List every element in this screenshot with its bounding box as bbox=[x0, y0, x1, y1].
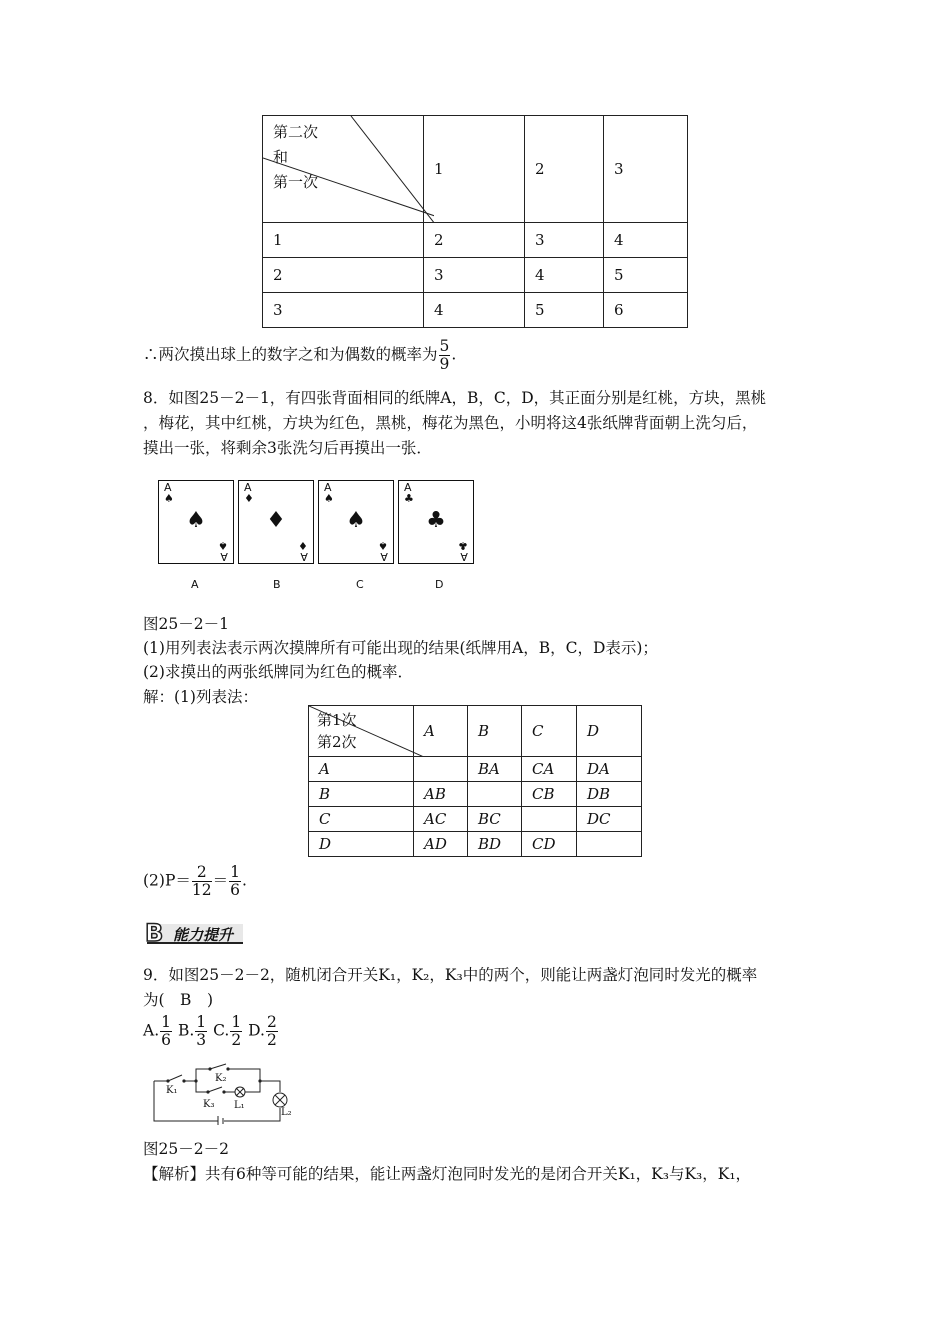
fraction-numerator: 5 bbox=[439, 337, 450, 355]
card-corner-top: A ♣ bbox=[404, 481, 414, 505]
row-header: D bbox=[309, 832, 414, 857]
lamp-l1-label: L₁ bbox=[234, 1100, 245, 1111]
table-cell: 2 bbox=[424, 223, 525, 258]
fraction bbox=[439, 338, 451, 373]
card-label: D bbox=[435, 578, 444, 591]
part2-answer: (2)P＝ $\frac{2}{12}$ ＝ $\frac{1}{6}$ . bbox=[143, 863, 247, 900]
corner-label-second: 第二次 bbox=[273, 123, 319, 141]
corner-label-first: 第一次 bbox=[273, 173, 319, 191]
fraction-denominator: 9 bbox=[439, 355, 450, 374]
table-cell: DB bbox=[577, 782, 642, 807]
table1-col-header: 3 bbox=[604, 116, 688, 223]
figure1-caption: 图25－2－1 bbox=[143, 615, 229, 633]
corner-label-first: 第1次 bbox=[317, 711, 357, 729]
fraction: $\frac{1}{6}$ bbox=[230, 863, 241, 900]
option-label: B. bbox=[177, 1021, 195, 1040]
row-header: B bbox=[309, 782, 414, 807]
table-cell: CD bbox=[522, 832, 577, 857]
table-cell: AC bbox=[414, 807, 468, 832]
question8-part1: (1)用列表法表示两次摸牌所有可能出现的结果(纸牌用A，B，C，D表示)； bbox=[143, 639, 658, 657]
table-row bbox=[309, 757, 642, 782]
fraction: $\frac{1}{2}$ bbox=[231, 1013, 242, 1050]
table1-col-header: 1 bbox=[424, 116, 525, 223]
table1-col-header: 2 bbox=[525, 116, 604, 223]
solution-label: 解：(1)列表法： bbox=[143, 688, 258, 706]
card-corner-bottom: A ♣ bbox=[458, 539, 468, 563]
table-cell: 4 bbox=[525, 258, 604, 293]
question8-part2: (2)求摸出的两张纸牌同为红色的概率． bbox=[143, 663, 413, 681]
table-cell: 5 bbox=[525, 293, 604, 328]
table-cell bbox=[468, 782, 522, 807]
table-cell: 3 bbox=[424, 258, 525, 293]
table-cell: DA bbox=[577, 757, 642, 782]
row-header: 2 bbox=[263, 258, 424, 293]
fraction: $\frac{2}{2}$ bbox=[266, 1013, 277, 1050]
option-label: C. bbox=[213, 1021, 230, 1040]
spade-icon: ♠ bbox=[346, 508, 366, 533]
playing-card-b bbox=[238, 480, 314, 564]
table-cell bbox=[577, 832, 642, 857]
option-label: A. bbox=[143, 1021, 160, 1040]
card-label: C bbox=[356, 578, 364, 591]
card-label: B bbox=[273, 578, 281, 591]
table-cell: BC bbox=[468, 807, 522, 832]
table-cell: CB bbox=[522, 782, 577, 807]
spade-icon: ♠ bbox=[164, 492, 174, 505]
card-corner-top: A ♠ bbox=[324, 481, 334, 505]
table-row bbox=[263, 223, 688, 258]
table-cell bbox=[414, 757, 468, 782]
table-cell: AD bbox=[414, 832, 468, 857]
playing-card-a bbox=[158, 480, 234, 564]
table-row bbox=[263, 258, 688, 293]
row-header: C bbox=[309, 807, 414, 832]
card-corner-top: A ♠ bbox=[164, 481, 174, 505]
conclusion-suffix: . bbox=[451, 345, 457, 364]
card-corner-bottom: A ♦ bbox=[298, 539, 308, 563]
row-header: 3 bbox=[263, 293, 424, 328]
answer-prefix: (2)P＝ bbox=[143, 871, 191, 890]
card-corner-bottom: A ♠ bbox=[218, 539, 228, 563]
spade-icon: ♠ bbox=[324, 492, 334, 505]
section-badge bbox=[143, 921, 247, 947]
question8-line3: 摸出一张，将剩余3张洗匀后再摸出一张． bbox=[143, 439, 432, 457]
diamond-icon: ♦ bbox=[266, 508, 286, 533]
figure2-caption: 图25－2－2 bbox=[143, 1140, 229, 1158]
table2-col-header: B bbox=[468, 706, 522, 757]
switch-k3-label: K₃ bbox=[203, 1099, 215, 1110]
option-label: D. bbox=[248, 1021, 265, 1040]
club-icon: ♣ bbox=[404, 492, 414, 505]
table-row bbox=[309, 832, 642, 857]
question8-line2: ，梅花，其中红桃，方块为红色，黑桃，梅花为黑色，小明将这4张纸牌背面朝上洗匀后， bbox=[143, 414, 758, 432]
analysis-text: 【解析】共有6种等可能的结果，能让两盏灯泡同时发光的是闭合开关K₁，K₃与K₃，K₁， bbox=[143, 1165, 752, 1183]
fraction: $\frac{1}{6}$ bbox=[161, 1013, 171, 1050]
diamond-icon: ♦ bbox=[244, 492, 254, 505]
switch-k1-label: K₁ bbox=[166, 1085, 178, 1096]
switch-k2-label: K₂ bbox=[215, 1073, 227, 1084]
table-cell: 5 bbox=[604, 258, 688, 293]
table-cell: CA bbox=[522, 757, 577, 782]
table-cell: AB bbox=[414, 782, 468, 807]
circuit-diagram bbox=[148, 1063, 298, 1125]
table-cell bbox=[522, 807, 577, 832]
table-cell: DC bbox=[577, 807, 642, 832]
question9-line1: 9．如图25－2－2，随机闭合开关K₁，K₂，K₃中的两个，则能让两盏灯泡同时发光的概率 bbox=[143, 966, 758, 984]
table-row bbox=[263, 293, 688, 328]
lamp-l2-label: L₂ bbox=[281, 1107, 292, 1118]
card-label: A bbox=[191, 578, 199, 591]
card-corner-top: A ♦ bbox=[244, 481, 254, 505]
club-icon: ♣ bbox=[426, 508, 446, 533]
fraction: $\frac{2}{12}$ bbox=[191, 863, 212, 900]
table2-col-header: A bbox=[414, 706, 468, 757]
spade-icon: ♠ bbox=[186, 508, 206, 533]
question8-line1: 8．如图25－2－1，有四张背面相同的纸牌A，B，C，D，其正面分别是红桃，方块，黑桃 bbox=[143, 389, 767, 407]
table2-col-header: D bbox=[577, 706, 642, 757]
table2-col-header: C bbox=[522, 706, 577, 757]
table-cell: 4 bbox=[424, 293, 525, 328]
question9-options bbox=[143, 1014, 279, 1049]
table-cell: 4 bbox=[604, 223, 688, 258]
card-pairs-table bbox=[308, 705, 642, 857]
fraction: $\frac{1}{3}$ bbox=[196, 1013, 207, 1050]
table-row bbox=[309, 782, 642, 807]
table-cell: BD bbox=[468, 832, 522, 857]
corner-label-second: 第2次 bbox=[317, 733, 357, 751]
card-corner-bottom: A ♠ bbox=[378, 539, 388, 563]
sum-table bbox=[262, 115, 688, 328]
row-header: 1 bbox=[263, 223, 424, 258]
badge-text: 能力提升 bbox=[173, 926, 234, 944]
playing-card-c bbox=[318, 480, 394, 564]
table-row bbox=[309, 807, 642, 832]
table2-corner-cell bbox=[309, 706, 414, 757]
row-header: A bbox=[309, 757, 414, 782]
table-cell: BA bbox=[468, 757, 522, 782]
playing-card-d bbox=[398, 480, 474, 564]
conclusion-line bbox=[143, 338, 456, 373]
table-cell: 6 bbox=[604, 293, 688, 328]
corner-label-and: 和 bbox=[273, 148, 289, 166]
question9-line2: 为( B ) bbox=[143, 991, 213, 1009]
table1-corner-cell bbox=[263, 116, 424, 223]
table-cell: 3 bbox=[525, 223, 604, 258]
conclusion-text: ∴两次摸出球上的数字之和为偶数的概率为 bbox=[143, 345, 438, 364]
badge-letter: B bbox=[145, 919, 164, 947]
